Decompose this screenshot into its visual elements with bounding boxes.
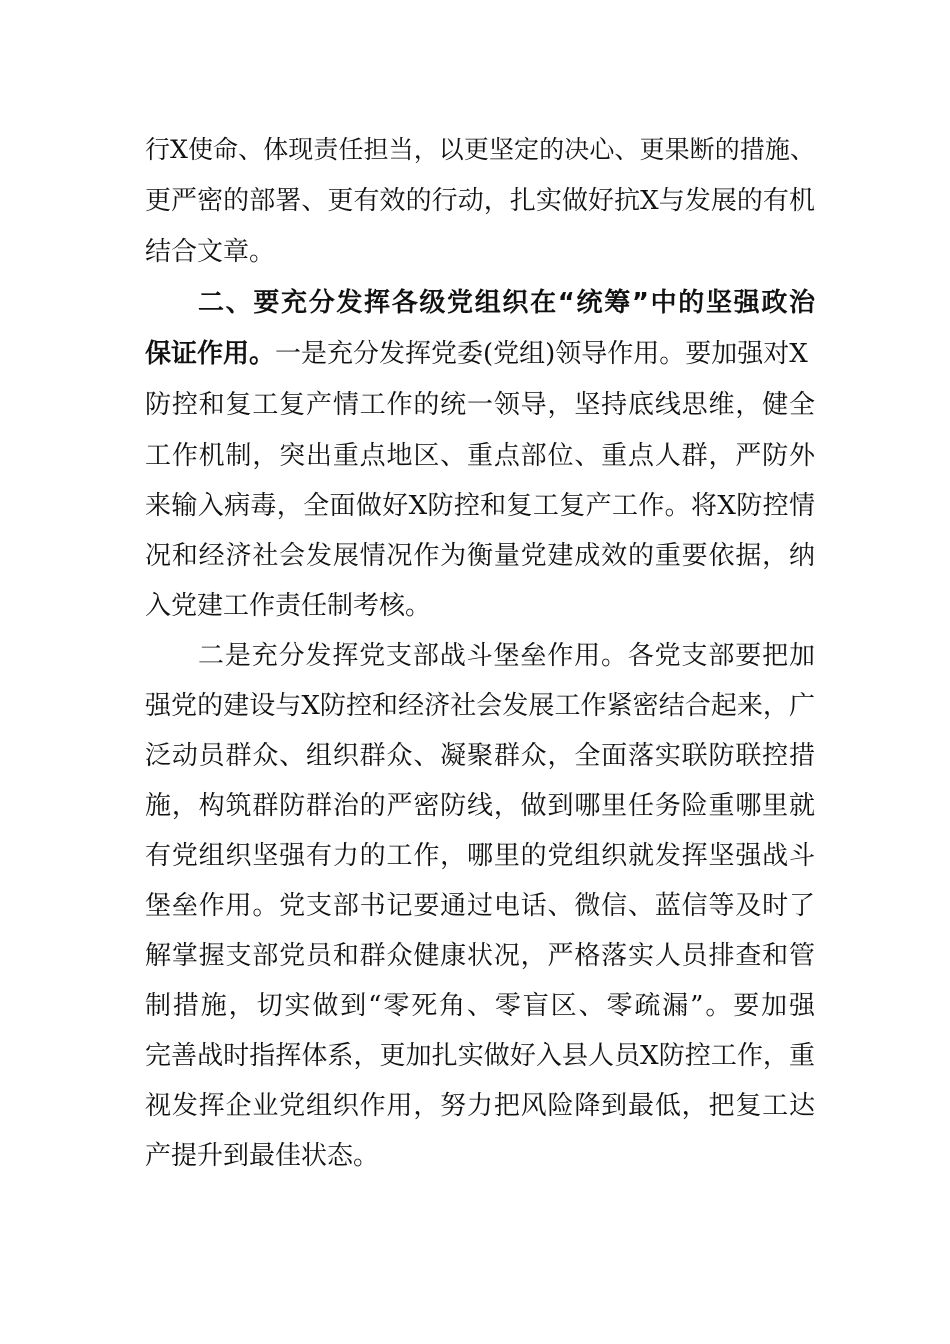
paragraph-3-line-8: 制措施，切实做到“零死角、零盲区、零疏漏”。要加强 <box>145 991 815 1021</box>
paragraph-2-line-2-text: 一是充分发挥党委(党组)领导作用。要加强对X <box>275 339 808 369</box>
paragraph-2-line-6: 况和经济社会发展情况作为衡量党建成效的重要依据，纳 <box>145 541 815 571</box>
paragraph-3-line-7: 解掌握支部党员和群众健康状况，严格落实人员排查和管 <box>145 941 815 971</box>
paragraph-1-line-3: 结合文章。 <box>145 237 276 267</box>
paragraph-3-line-11: 产提升到最佳状态。 <box>145 1141 380 1171</box>
paragraph-2-heading-line-1: 二、要充分发挥各级党组织在“统筹”中的坚强政治 <box>198 288 815 318</box>
paragraph-2-heading-line-2: 保证作用。 <box>145 339 276 369</box>
paragraph-3-line-10: 视发挥企业党组织作用，努力把风险降到最低，把复工达 <box>145 1091 815 1121</box>
paragraph-2-line-2 <box>145 334 815 374</box>
paragraph-2-line-7: 入党建工作责任制考核。 <box>145 591 432 621</box>
paragraph-3-line-5: 有党组织坚强有力的工作，哪里的党组织就发挥坚强战斗 <box>145 841 815 871</box>
paragraph-3-line-9: 完善战时指挥体系，更加扎实做好入县人员X防控工作，重 <box>145 1041 815 1071</box>
paragraph-3-line-6: 堡垒作用。党支部书记要通过电话、微信、蓝信等及时了 <box>145 891 815 921</box>
paragraph-2-line-4: 工作机制，突出重点地区、重点部位、重点人群，严防外 <box>145 441 815 471</box>
paragraph-1-line-2: 更严密的部署、更有效的行动，扎实做好抗X与发展的有机 <box>145 186 815 216</box>
paragraph-3-line-4: 施，构筑群防群治的严密防线，做到哪里任务险重哪里就 <box>145 791 815 821</box>
paragraph-3-line-3: 泛动员群众、组织群众、凝聚群众，全面落实联防联控措 <box>145 741 815 771</box>
paragraph-3-line-1: 二是充分发挥党支部战斗堡垒作用。各党支部要把加 <box>198 641 815 671</box>
paragraph-3-line-2: 强党的建设与X防控和经济社会发展工作紧密结合起来，广 <box>145 691 815 721</box>
paragraph-1-line-1: 行X使命、体现责任担当，以更坚定的决心、更果断的措施、 <box>145 135 815 164</box>
paragraph-2-line-3: 防控和复工复产情工作的统一领导，坚持底线思维，健全 <box>145 390 815 420</box>
paragraph-2-line-5: 来输入病毒，全面做好X防控和复工复产工作。将X防控情 <box>145 491 815 521</box>
